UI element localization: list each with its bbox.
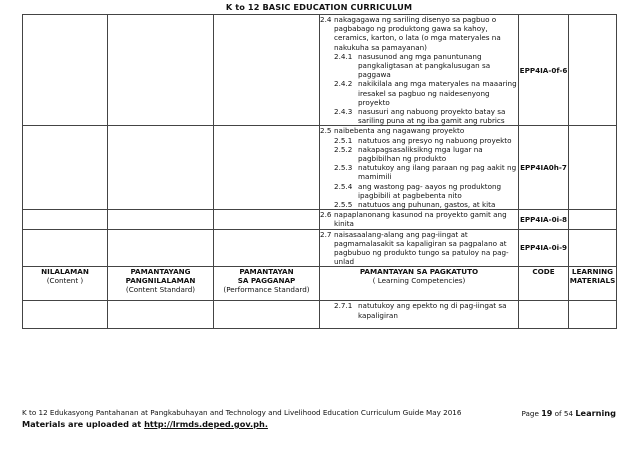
competency-number: 2.5.3: [334, 163, 353, 173]
competency-text: naibebenta ang nagawang proyekto: [334, 126, 465, 136]
competency-number: 2.4: [320, 15, 332, 24]
page-title: K to 12 BASIC EDUCATION CURRICULUM: [225, 2, 413, 12]
competency-cell: [320, 126, 519, 210]
competency-cell: [320, 229, 519, 267]
competency-number: 2.5.4: [334, 181, 353, 191]
competency-text: nasusunod ang mga panuntunang pangkaligtasan at pangkalusugan sa paggawa: [358, 51, 491, 80]
header-content: NILALAMAN (Content ): [23, 267, 108, 301]
competency-number: 2.4.2: [334, 79, 353, 89]
code-cell: EPP4IA-0f-6: [519, 15, 569, 126]
competency-text: nakikilala ang mga materyales na maaaring iresakel sa pagbuo ng naidesenyong proyekto: [358, 79, 517, 107]
competency-text: napaplanonang kasunod na proyekto gamit ang kinita: [334, 210, 507, 229]
competency-text: natutukoy ang ilang paraan ng pag aakit ng mamimili: [358, 163, 517, 182]
competency-text: ang wastong pag- aayos ng produktong ipagbibili at pagbebenta nito: [358, 181, 502, 200]
competency-number: 2.4.1: [334, 51, 353, 61]
header-learning-competencies: PAMANTAYAN SA PAGKATUTO ( Learning Competencies): [320, 267, 519, 301]
header-materials: LEARNING MATERIALS: [569, 267, 617, 301]
header-row: [23, 267, 617, 301]
table-row: [23, 126, 617, 210]
competency-number: 2.5.1: [334, 135, 353, 145]
competency-number: 2.7: [320, 229, 332, 239]
footer-guide-text: K to 12 Edukasyong Pantahanan at Pangkabuhayan and Technology and Livelihood Education Curriculum Guide May 2016: [22, 408, 462, 417]
table-row: [23, 15, 617, 126]
curriculum-table: [22, 14, 617, 329]
competency-cell: [320, 301, 519, 329]
competency-text: natutuos ang puhunan, gastos, at kita: [358, 200, 496, 210]
competency-cell: [320, 15, 519, 126]
competency-number: 2.5.5: [334, 200, 353, 210]
competency-text: nakagagawa ng sariling disenyo sa pagbuo o pagbabago ng produktong gawa sa kahoy, ceramics, karton, o lata (o mga materyales na nakukuha sa pamayanan): [334, 15, 501, 52]
competency-number: 2.6: [320, 210, 332, 220]
competency-number: 2.7.1: [334, 301, 353, 311]
competency-text: natutukoy ang epekto ng di pag-iingat sa kapaligiran: [358, 301, 507, 320]
competency-text: naisasaalang-alang ang pag-iingat at pagmamalasakit sa kapaligiran sa pagpalano at pagbubuo ng produkto tungo sa patuloy na pag-unlad: [334, 229, 509, 267]
competency-number: 2.5.2: [334, 144, 353, 154]
competency-text: nasusuri ang nabuong proyekto batay sa sariling puna at ng iba gamit ang rubrics: [358, 107, 506, 126]
competency-number: 2.5: [320, 126, 332, 136]
table-row: [23, 210, 617, 229]
competency-cell: [320, 210, 519, 229]
page-footer: [22, 408, 616, 429]
page-indicator: Page 19 of 54 Learning: [521, 408, 616, 418]
header-code: CODE: [519, 267, 569, 301]
footer-materials-line: Materials are uploaded at http://lrmds.deped.gov.ph.: [22, 419, 268, 429]
code-cell: EPP4IA0h-7: [519, 126, 569, 210]
table-row: [23, 301, 617, 329]
competency-text: nakapagsasaliksikng mga lugar na pagbibilhan ng produkto: [358, 144, 483, 164]
materials-link[interactable]: http://lrmds.deped.gov.ph.: [144, 419, 268, 429]
header-content-standard: PAMANTAYANG PANGNILALAMAN (Content Standard): [108, 267, 214, 301]
table-row: [23, 229, 617, 267]
competency-text: natutuos ang presyo ng nabuong proyekto: [358, 135, 512, 145]
code-cell: EPP4IA-0i-9: [519, 229, 569, 267]
code-cell: EPP4IA-0i-8: [519, 210, 569, 229]
competency-number: 2.4.3: [334, 107, 353, 117]
header-performance-standard: PAMANTAYAN SA PAGGANAP (Performance Standard): [214, 267, 320, 301]
